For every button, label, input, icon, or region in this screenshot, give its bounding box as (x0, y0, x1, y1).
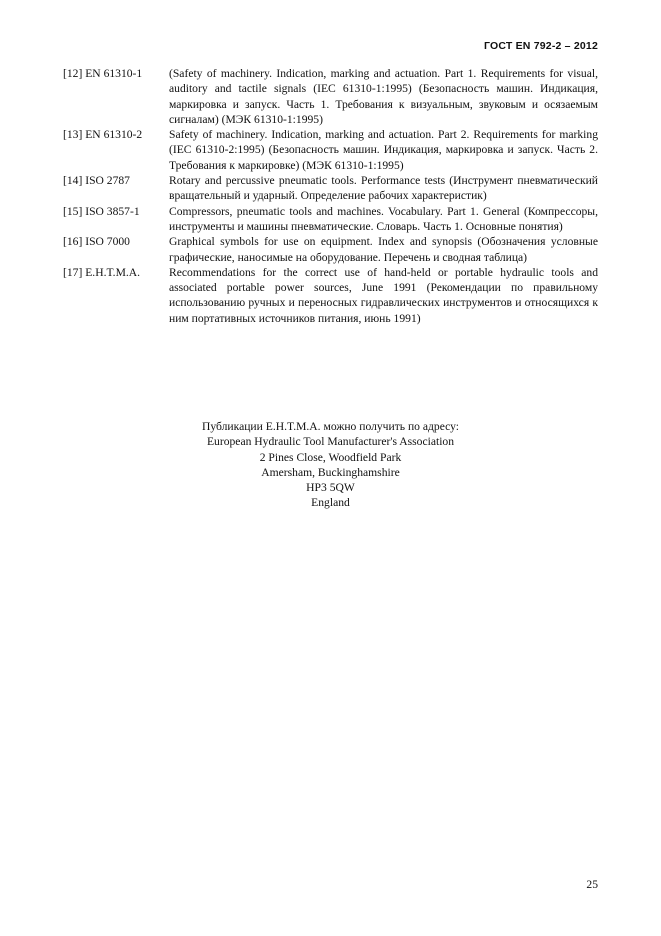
reference-title: Recommendations for the correct use of hand-held or portable hydraulic tools and associated portable power sources, June 1991 (Рекомендации по правильному использованию ручных и переносных гидравлических инструментов и относящихся к ним портативных источников питания, июнь 1991) (169, 265, 598, 325)
address-intro: Публикации E.H.T.M.A. можно получить по адресу: (202, 420, 459, 433)
publication-address (63, 419, 598, 511)
standard-designation: ГОСТ EN 792-2 – 2012 (483, 40, 598, 52)
bibliography-entry (63, 173, 598, 204)
address-organization: European Hydraulic Tool Manufacturer's Association (206, 435, 455, 449)
reference-code: [15] ISO 3857-1 (63, 204, 140, 218)
reference-title: Graphical symbols for use on equipment. Index and synopsis (Обозначения условные графические, наносимые на оборудование. Перечень и сводная таблица) (169, 235, 598, 264)
reference-title: Rotary and percussive pneumatic tools. Performance tests (Инструмент пневматический вращательный и ударный. Определение рабочих характеристик) (169, 174, 598, 203)
address-city: Amersham, Buckinghamshire (261, 465, 400, 479)
bibliography-entry (63, 66, 598, 127)
bibliography-entry (63, 234, 598, 265)
reference-code: [14] ISO 2787 (63, 174, 130, 188)
reference-code: [16] ISO 7000 (63, 235, 130, 249)
bibliography-entry (63, 127, 598, 173)
bibliography-list (63, 66, 598, 326)
reference-title: Safety of machinery. Indication, marking and actuation. Part 2. Requirements for marking (IEC 61310-2:1995) (Безопасность машин. Индикация, маркировка и запуск. Часть 2. Требования к маркировке) (МЭК 61310-1:1995) (169, 128, 598, 172)
reference-code: [12] EN 61310-1 (63, 67, 143, 80)
reference-code: [17] E.H.T.M.A. (63, 265, 141, 279)
reference-title: (Safety of machinery. Indication, marking and actuation. Part 1. Requirements for visual, auditory and tactile signals (IEC 61310-1:1995) (Безопасность машин. Индикация, маркировка и запуск. Часть 1. Требования к визуальным, звуковым и осязаемым сигналам) (МЭК 61310-1:1995) (169, 67, 598, 126)
address-country: England (311, 496, 350, 510)
bibliography-entry (63, 265, 598, 326)
reference-code: [13] EN 61310-2 (63, 128, 143, 142)
address-street: 2 Pines Close, Woodfield Park (259, 450, 402, 464)
reference-title: Compressors, pneumatic tools and machines. Vocabulary. Part 1. General (Компрессоры, инструменты и машины пневматические. Словарь. Часть 1. Основные понятия) (169, 204, 598, 233)
bibliography-entry (63, 204, 598, 235)
address-postcode: HP3 5QW (306, 481, 355, 495)
document-header (484, 40, 598, 52)
page-number: 25 (586, 878, 598, 891)
